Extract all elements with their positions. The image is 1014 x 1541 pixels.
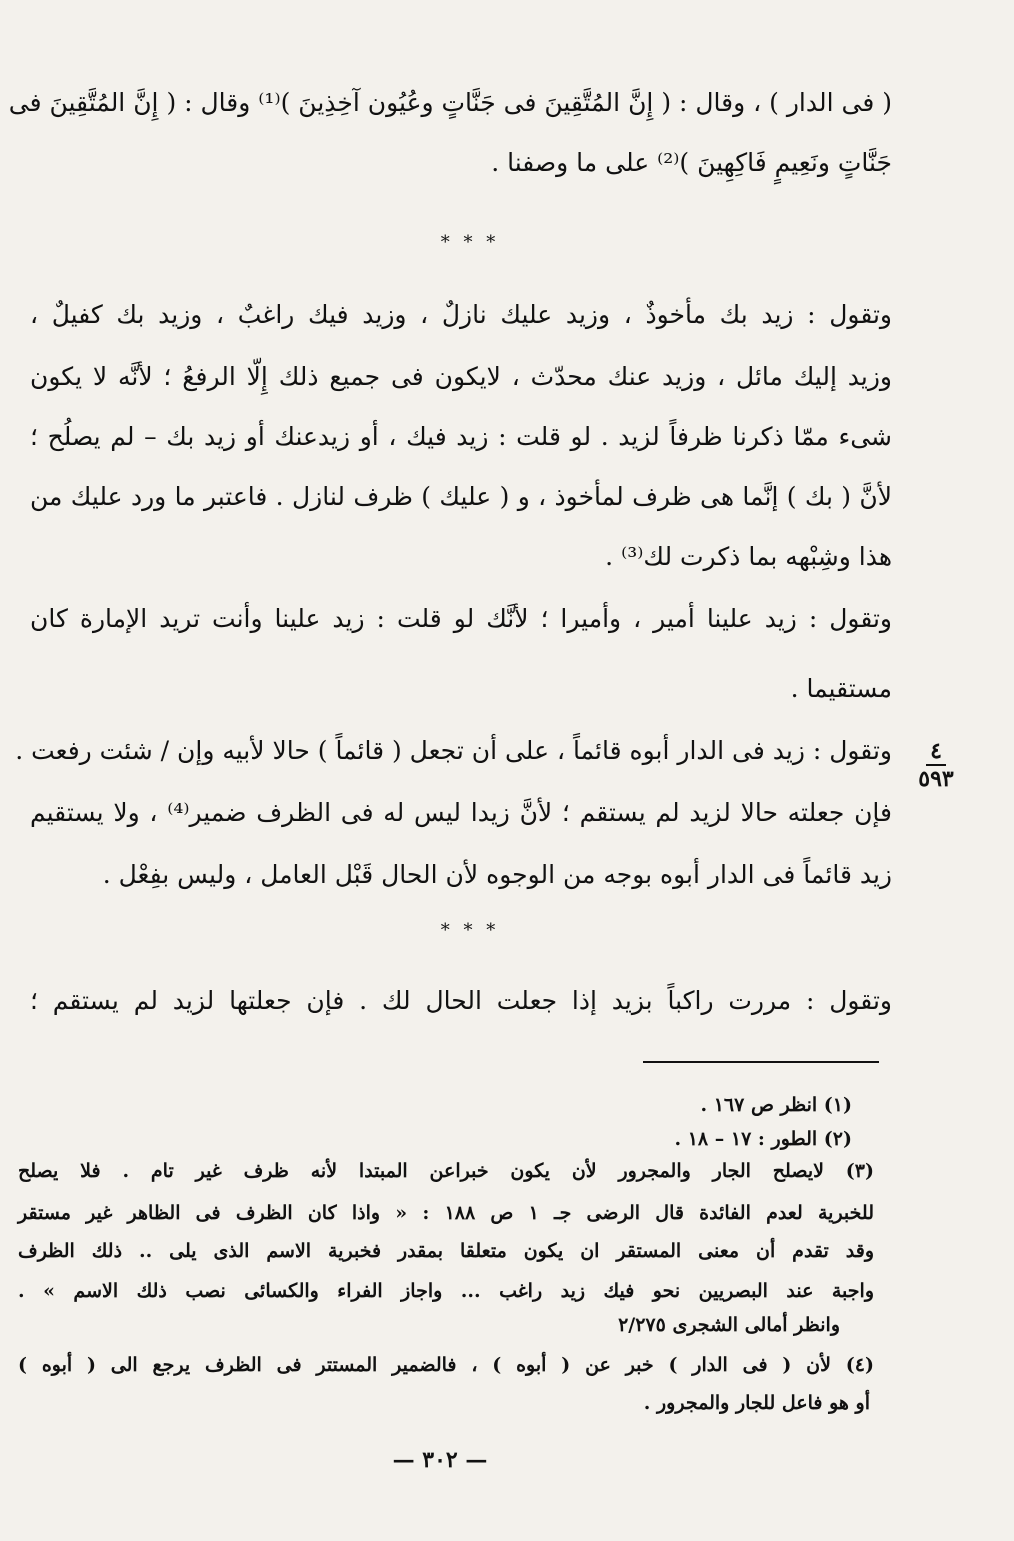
footnote-4-line-2: أو هو فاعل للجار والمجرور . — [643, 1392, 870, 1414]
text-line-5: شىء ممّا ذكرنا ظرفاً لزيد . لو قلت : زيد فيك ، أو زيدعنك أو زيد بك – لم يصلُح ؛ — [30, 422, 892, 451]
footnote-1: (١) انظر ص ١٦٧ . — [700, 1094, 852, 1116]
text-line-9: مستقيما . — [790, 674, 892, 703]
footnote-4-line-1: (٤) لأن ( فى الدار ) خبر عن ( أبوه ) ، فالضمير المستتر فى الظرف يرجع الى ( أبوه ) — [18, 1354, 874, 1376]
margin-folio-note — [906, 738, 966, 792]
footnote-3-line-5: وانظر أمالى الشجرى ٢/٢٧٥ — [618, 1314, 840, 1336]
margin-folio-top: ٤ — [926, 738, 946, 766]
text-line-3: وتقول : زيد بك مأخوذٌ ، وزيد عليك نازلٌ ، وزيد فيك راغبٌ ، وزيد بك كفيلٌ ، — [30, 300, 892, 329]
text-line-2: جَنَّاتٍ ونَعِيمٍ فَاكِهِينَ )⁽²⁾ على ما وصفنا . — [491, 148, 892, 177]
footnote-3-line-4: واجبة عند البصريين نحو فيك زيد راغب ... واجاز الفراء والكسائى نصب ذلك الاسم » . — [18, 1280, 874, 1302]
footnote-3-line-2: للخبرية لعدم الفائدة قال الرضى جـ ١ ص ١٨٨ : « واذا كان الظرف فى الظاهر غير مستقر — [18, 1202, 875, 1224]
footnote-2: (٢) الطور : ١٧ – ١٨ . — [674, 1128, 852, 1150]
footnote-3-line-1: (٣) لايصلح الجار والمجرور لأن يكون خبراعن المبتدا لأنه ظرف غير تام . فلا يصلح — [18, 1160, 874, 1182]
footnote-rule — [643, 1061, 879, 1063]
text-line-13: وتقول : مررت راكباً بزيد إذا جعلت الحال لك . فإن جعلتها لزيد لم يستقم ؛ — [30, 986, 892, 1015]
text-line-4: وزيد إليك مائل ، وزيد عنك محدّث ، لايكون فى جميع ذلك إِلّا الرفعُ ؛ لأنَّه لا يكون — [30, 362, 892, 391]
text-line-1: ( فى الدار ) ، وقال : ( إِنَّ المُتَّقِينَ فى جَنَّاتٍ وعُيُون آخِذِينَ )⁽¹⁾ وقال : ( إِنَّ المُتَّقِينَ فى — [8, 88, 892, 117]
text-line-10: وتقول : زيد فى الدار أبوه قائماً ، على أن تجعل ( قائماً ) حالا لأبيه وإن / شئت رفعت . — [15, 736, 892, 765]
text-line-11: فإن جعلته حالا لزيد لم يستقم ؛ لأنَّ زيدا ليس له فى الظرف ضمير⁽⁴⁾ ، ولا يستقيم — [30, 798, 893, 827]
text-line-8: وتقول : زيد علينا أمير ، وأميرا ؛ لأنَّك لو قلت : زيد علينا وأنت تريد الإمارة كان — [30, 604, 892, 633]
page-number: — ٣٠٢ — — [392, 1447, 488, 1473]
margin-folio-bottom: ٥٩٣ — [918, 766, 954, 792]
footnote-3-line-3: وقد تقدم أن معنى المستقر ان يكون متعلقا بمقدر فخبرية الاسم الذى يلى .. ذلك الظرف — [18, 1240, 874, 1262]
text-line-12: زيد قائماً فى الدار أبوه بوجه من الوجوه لأن الحال قَبْل العامل ، وليس بفِعْل . — [102, 860, 892, 889]
text-line-6: لأنَّ ( بك ) إنَّما هى ظرف لمأخوذ ، و ( عليك ) ظرف لنازل . فاعتبر ما ورد عليك من — [30, 482, 892, 511]
section-separator-2: * * * — [440, 920, 500, 941]
text-line-7: هذا وشِبْهه بما ذكرت لك⁽³⁾ . — [605, 542, 892, 571]
section-separator-1: * * * — [440, 232, 500, 253]
